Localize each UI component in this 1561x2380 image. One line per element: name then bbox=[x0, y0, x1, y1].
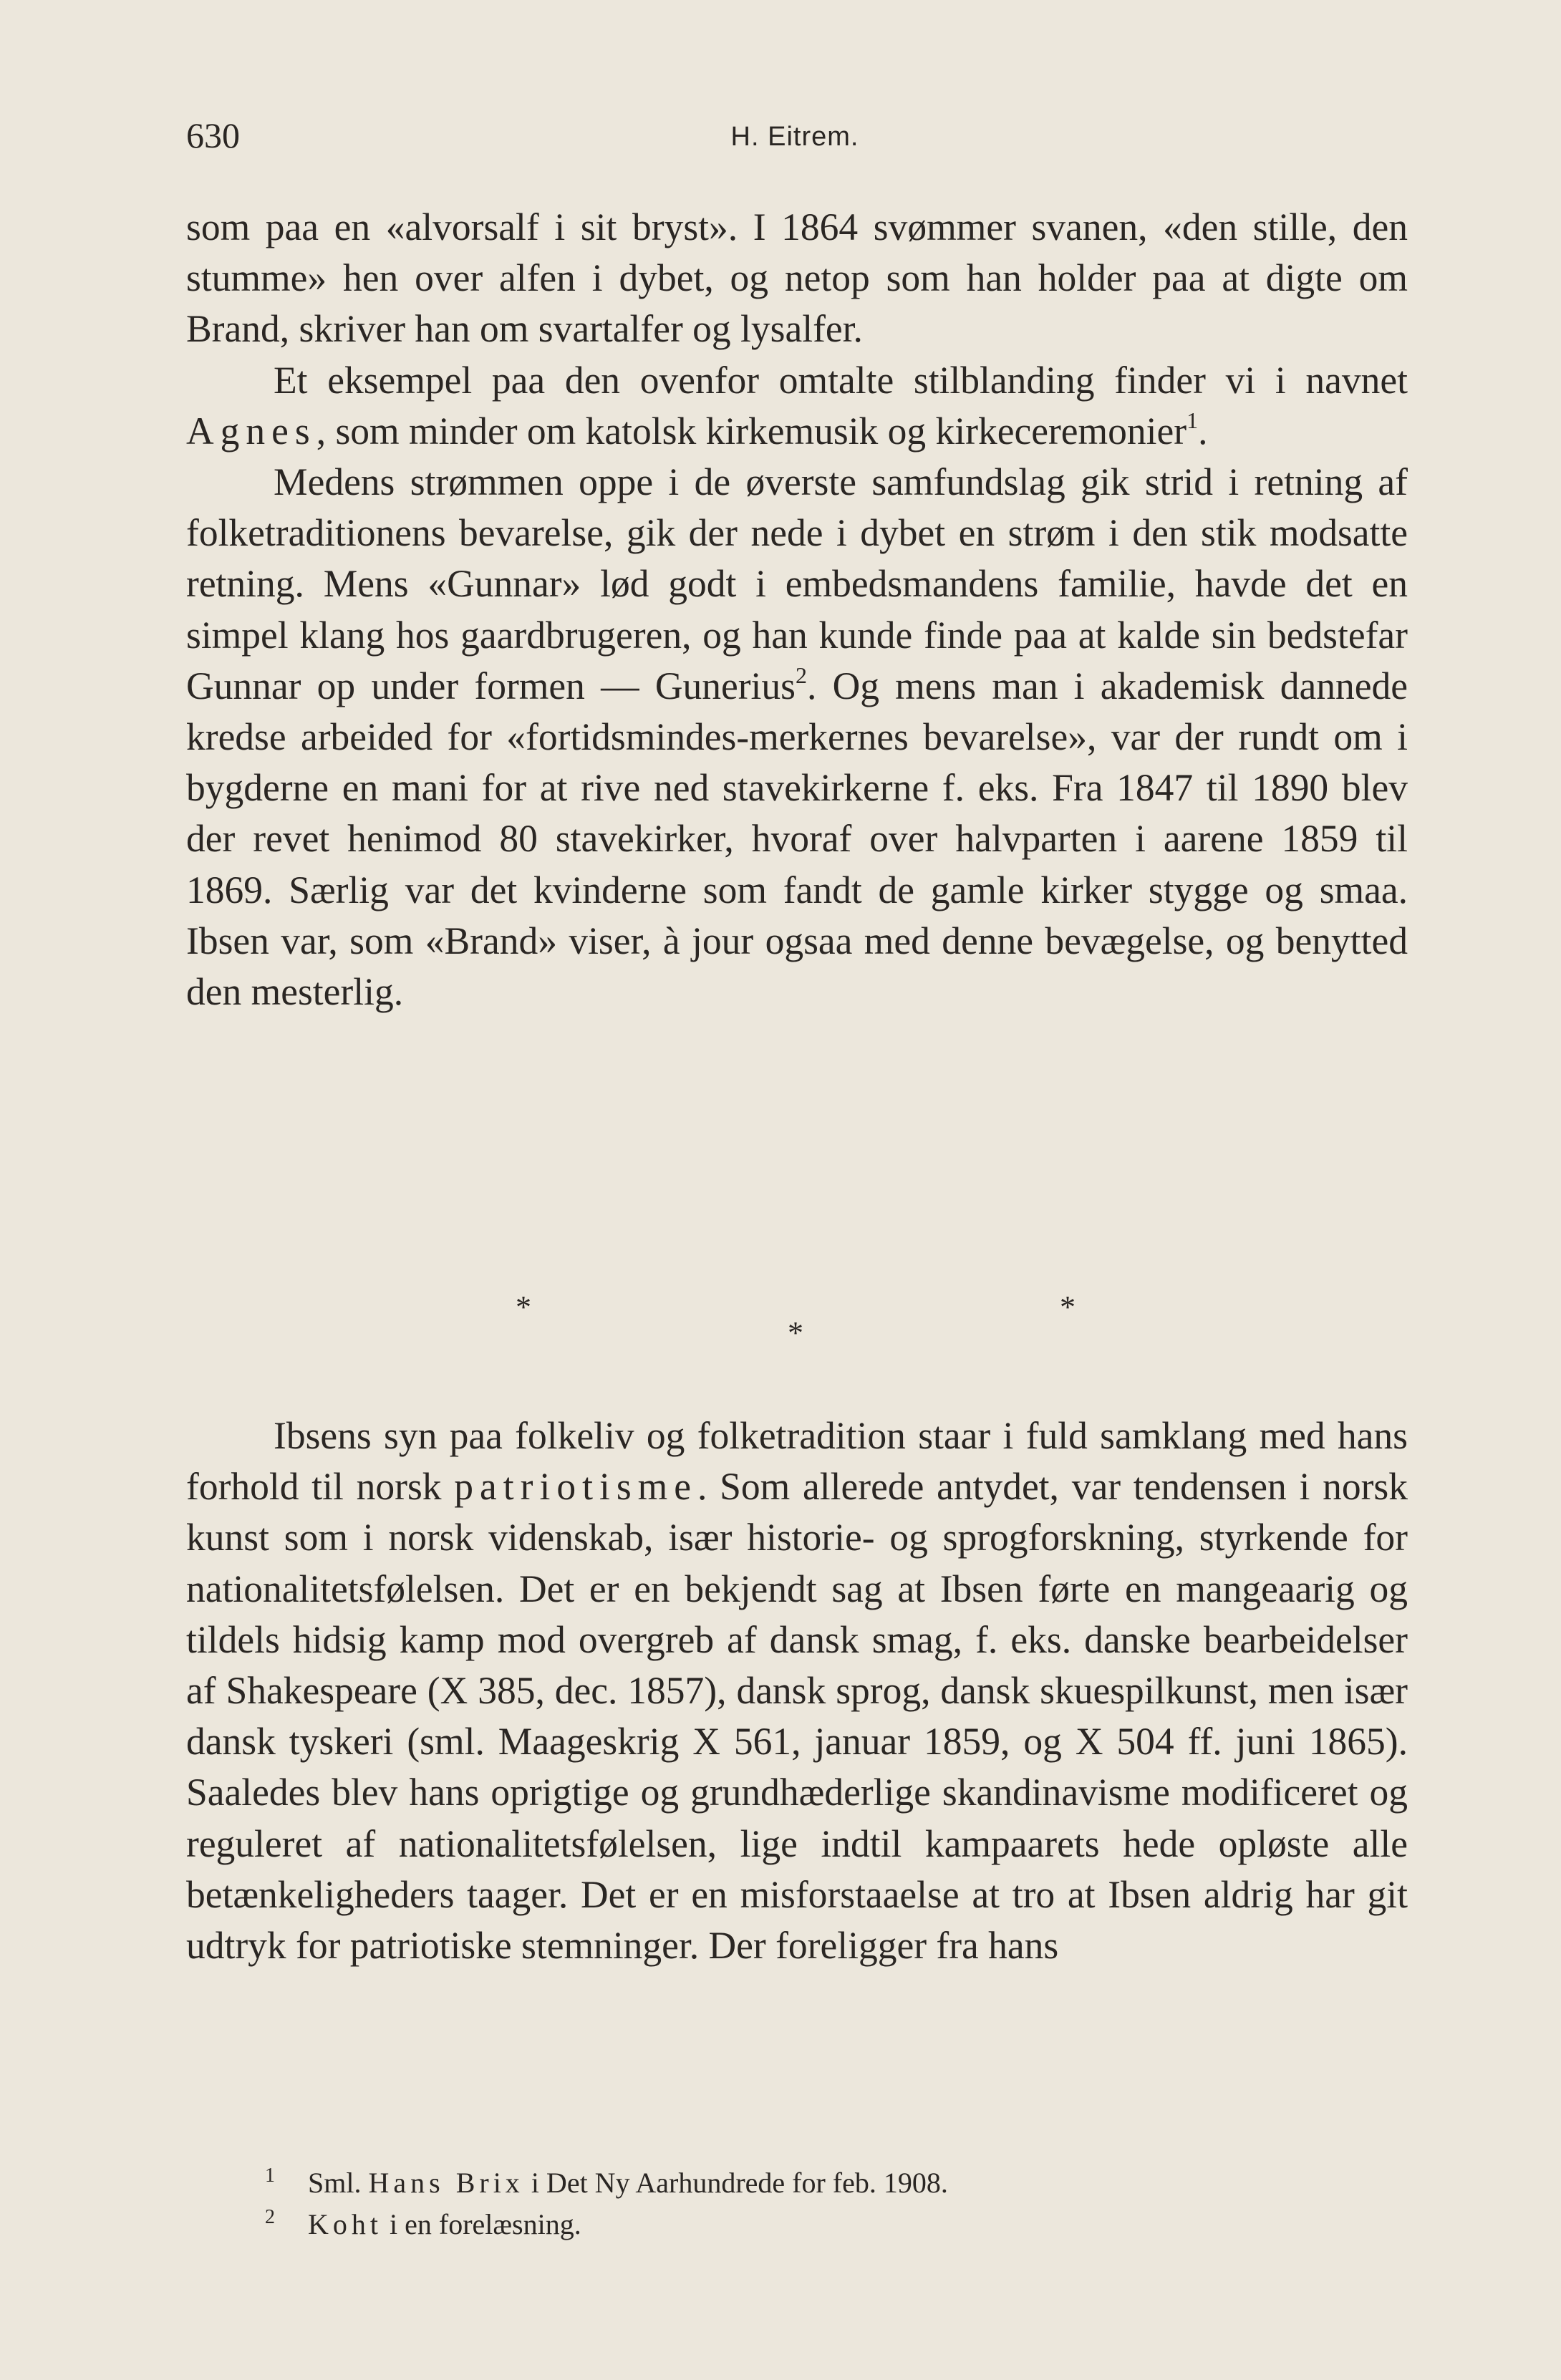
text-run: . bbox=[1198, 409, 1208, 453]
asterisk-icon: * bbox=[788, 1315, 803, 1350]
footnote-mark: 1 bbox=[265, 2164, 275, 2187]
footnote-text: i Det Ny Aarhundrede for feb. 1908. bbox=[531, 2167, 948, 2199]
footnote-text: Sml. bbox=[308, 2167, 362, 2199]
footnote-ref[interactable]: 2 bbox=[795, 662, 807, 688]
footnotes bbox=[265, 2162, 1339, 2245]
main-text bbox=[186, 202, 1408, 1017]
footnote-text: i en forelæsning. bbox=[390, 2208, 581, 2240]
spaced-word: Agnes bbox=[186, 409, 316, 453]
paragraph bbox=[186, 355, 1408, 457]
text-run: . Og mens man i akademisk dannede kredse arbeided for «fortidsmindes-merkernes bevarelse», var der rundt om i bygderne en mani for at rive ned stavekirkerne f. eks. Fra 1847 til 1890 blev der revet henimod 80 stavekirker, hvoraf over halvparten i aarene 1859 til 1869. Særlig var det kvinderne som fandt de gamle kirker stygge og smaa. Ibsen var, som «Brand» viser, à jour ogsaa med denne bevægelse, og benytted den mesterlig. bbox=[186, 664, 1408, 1014]
main-text-continued bbox=[186, 1411, 1408, 1971]
running-head: H. Eitrem. bbox=[730, 122, 859, 152]
spaced-name: Hans Brix bbox=[368, 2167, 524, 2199]
text-run: Ibsens syn paa folkeliv og folketradition staar i fuld samklang med hans forhold til norsk bbox=[186, 1414, 1408, 1509]
text-run: , som minder om katolsk kirkemusik og kirkeceremonier bbox=[316, 409, 1187, 453]
text-run: . Som allerede antydet, var tendensen i norsk kunst som i norsk videnskab, især historie- og sprogforskning, styrkende for nationalitetsfølelsen. Det er en bekjendt sag at Ibsen førte en mangeaarig og tildels hidsig kamp mod overgreb af dansk smag, f. eks. danske bearbeidelser af Shakespeare (X 385, dec. 1857), dansk sprog, dansk skuespilkunst, men især dansk tyskeri (sml. Maageskrig X 561, januar 1859, og X 504 ff. juni 1865). Saaledes blev hans oprigtige og grundhæderlige skandinavisme modificeret og reguleret af nationalitetsfølelsen, lige indtil kampaarets hede opløste alle betænkeligheders taager. Det er en misforstaaelse at tro at Ibsen aldrig har git udtryk for patriotiske stemninger. Der foreligger fra hans bbox=[186, 1465, 1408, 1968]
text-run: Et eksempel paa den ovenfor omtalte stilblanding finder vi i navnet bbox=[274, 358, 1408, 402]
page-number: 630 bbox=[186, 115, 240, 155]
paragraph bbox=[186, 457, 1408, 1017]
paragraph bbox=[186, 1411, 1408, 1971]
asterisk-icon: * bbox=[516, 1290, 531, 1325]
page-header bbox=[186, 115, 1403, 172]
footnote-ref[interactable]: 1 bbox=[1187, 407, 1199, 433]
footnote-mark: 2 bbox=[265, 2206, 275, 2228]
footnote bbox=[265, 2162, 1339, 2204]
section-separator bbox=[473, 1289, 1117, 1360]
text-run: som paa en «alvorsalf i sit bryst». I 1864 svømmer svanen, «den stille, den stumme» hen over alfen i dybet, og netop som han holder paa at digte om Brand, skriver han om svartalfer og lysalfer. bbox=[186, 205, 1408, 351]
spaced-word: patriotisme bbox=[454, 1465, 697, 1509]
footnote bbox=[265, 2204, 1339, 2245]
spaced-name: Koht bbox=[308, 2208, 382, 2240]
text-run: Medens strømmen oppe i de øverste samfundslag gik strid i retning af folketraditionens bevarelse, gik der nede i dybet en strøm i den stik modsatte retning. Mens «Gunnar» lød godt i embedsmandens familie, havde det en simpel klang hos gaardbrugeren, og han kunde finde paa at kalde sin bedstefar Gunnar op under formen — Gunerius bbox=[186, 460, 1408, 707]
paragraph bbox=[186, 202, 1408, 355]
asterisk-icon: * bbox=[1060, 1290, 1076, 1325]
